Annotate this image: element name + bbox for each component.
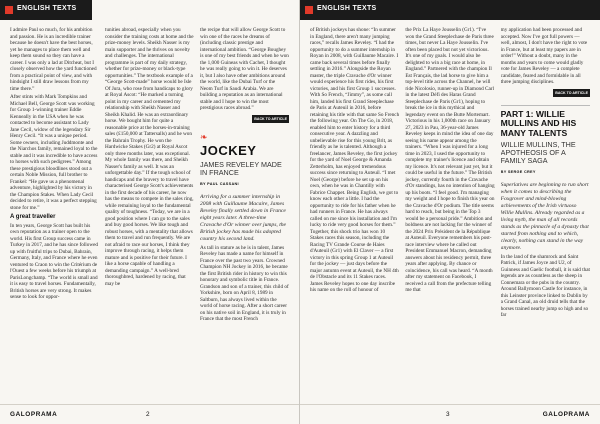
paragraph: the Prix La Haye Jousselin (Gr1). “I've won the Grand Steeplechase de Paris three times, but never La Haye Jousselin. I've often been placed but not yet victorious. It's one of my goals. I would also be delighted to win a big race at home, in England.” Partnered with the champion Il Est Français, the lad horse to give him a top-level title across the Channel, he will ride Nicolosio, runner-up in Diamond Carl in the latest Défi des Haras Grand Steeplechase de Paris (Gr1), hoping to break the ice in this mythical and legendary event on the Butte Mortemart. Victorious in his 1,000th race on January 27, 2023 in Pau, 36-year-old James Reveley keeps in mind the idea of one day seeing his name appear among the trainers. “When I was injured for a long time in 2023, I used the opportunity to complete my trainer's licence and obtain my licence. It's not relevant just yet, but it could be useful in the future.” The British jockey, currently fourth in the Cravache d'Or standings, has no intention of hanging up his boots. “I feel good. I'm managing my weight and I hope to finish this year on the Cravache d'Or podium. The title seems hard to reach, but being in the Top 3 would be a personal pride.” Ambition and boldness are not lacking for the winner of the 2024 Prix Président de la République at Auteuil. Everyone remembers his post-race interview where he called out President Emmanuel Macron, demanding answers about his residency permit, three years after applying. By chance or coincidence, his call was heard. “A month after my statement on Facebook, I received a call from the prefecture telling me that [405, 27, 495, 293]
paragraph: tunities abroad, especially when you consider the training costs at home and the prize-money levels. Sheikh Nasser is my main supporter and he thrives on novelty and challenges. The international programme is part of my daily strategy, whether for prize-money or black-type opportunities.” The textbook example of a “George Scott-made” horse would be Isle Of Jura, who rose from handicaps to glory at Royal Ascot: “He marked a turning point in my career and cemented my relationship with Sheikh Nasser and Sheikh Khalid. He was an extraordinary horse. We bought him for quite a reasonable price at the horses-in-training sales (£150,000 at Tattersalls) and he won the Bahrain Trophy. He won the Hardwicke Stakes (Gr2) at Royal Ascot only three months later, was exceptional. My whole family was there, and Sheikh Nasser's family as well. It was an unforgettable day.” If the tough school of handicaps and the bravery to travel have characterised George Scott's achievements in the first decade of his career, he now has the means to compete in the sales ring, while remaining loyal to the fundamental quality of toughness. “Today, we are in a good position where I can go to the sales and buy good horses. We like tough and robust horses, with a mentality that allows them to travel and run frequently. We are not afraid to race our horses, I think they improve through racing, it helps them mature and is positive for their future. I like a horse capable of handling a demanding campaign.” A well-bred thoroughbred, hardened by racing, that may be [105, 27, 194, 287]
right-page [300, 0, 600, 424]
column-3 [501, 27, 590, 399]
article-intro: Arriving for a summer internship in 2008 with Guillaume Macaire, James Reveley finally settled down in France eight years later. A three-time Cravache d'Or winner over jumps, the British jockey has made his adopted country his second land. [200, 193, 287, 242]
article-title: JOCKEY [200, 143, 257, 158]
page-number: 2 [146, 411, 150, 418]
article-title: PART 1: WILLIE MULLINS AND HIS MANY TALENTS [500, 109, 577, 138]
page-footer [300, 404, 600, 424]
paragraph: my application had been processed and accepted. Now I've got full powers — well, almost, I don't have the right to vote in France, but at least my papers are in order!” Without a doubt, many in the months and years to come would gladly vote for James Reveley — a complete candidate, feared and formidable in all three jumping disciplines. [500, 27, 588, 85]
back-to-article-link[interactable]: BACK TO ARTICLE [553, 89, 590, 98]
page-header [300, 0, 600, 20]
paragraph: After stints with Mark Tompkins and Michael Bell, George Scott was working for Group 1-winning trainer Eddie Kenneally in the USA when he was contacted to become assistant to Lady Jane Cecil, widow of the legendary Sir Henry Cecil. “It was a unique period. Some owners, including Juddmonte and the Niarchos family, remained loyal to the stable and it was incredible to have access to horses with such pedigrees.” Among these prestigious bloodlines stood out a certain Noble Mission, full brother to Frankel: “He gave us a phenomenal adventure, highlighted by his victory in the Champion Stakes. When Lady Cecil decided to retire, it was a perfect stepping stone for me.” [10, 94, 98, 211]
text-columns [310, 27, 590, 399]
page-header [0, 0, 300, 20]
text-columns [10, 27, 289, 399]
header-bar [300, 0, 600, 20]
article-intro: Superlatives are beginning to run short when it comes to describing the Foxgrover and mind-blowing achievements of the Irish virtuoso Willie Mullins. Already regarded as a living myth, the man of all records stands as the pinnacle of a dynasty that started from nothing and to which, clearly, nothing can stand in the way anymore. [500, 181, 589, 251]
ornament-icon: ❧ [200, 132, 208, 142]
byline: BY SERGE CREY [500, 170, 536, 175]
magazine-brand: GALOPRAMA [542, 411, 590, 418]
paragraph: of British jockeys has shone: “In summer in England, there aren't many jumping races,” recalls James Reveley. “I had the opportunity to do a summer internship in Royan in 2008, with Guillaume Macaire. I came back several times before finally settling in 2016.” Alongside the Royan master, the triple Cravache d'Or winner would experience his first rides, his first victories, and his first Group 1 successes. With So French, “Jimmy”, as some call him, landed his first Grand Steeplechase de Paris at Auteuil in 2016, before retaining his title with that same So French the following year. On The Go, in 2018, enabled him to enter history for a third consecutive year. A dazzling and unbelievable rise for this young Brit, as friendly as he is talented. Although a freelancer, James Reveley, the first jockey for the yard of Noel George & Amanda Zetterholm, has enjoyed tremendous success since returning to Auteuil. “I met Noel (George) before he set up on his own, when he was in Chantilly with Fabrice Chappet. Being English, we got to know each other a little. I had the opportunity to ride for his father when he had runners in France. He has always called on me since his installation and I'm lucky to ride very good horses for them.” Together, this shock trio has won 10 Stakes races this season, including the Racing TV Grande Course de Haies d'Auteuil (Gr1) with El Claver — a first victory in this spring Group 1 at Auteuil for the jockey — just days before the major autumn event at Auteuil, the NH 4th de l'Obstacle and its 11 Stakes races. James Reveley hopes to one day inscribe his name on the roll of honour of [310, 27, 400, 293]
page-footer [0, 404, 300, 424]
header-square-icon [305, 6, 313, 14]
column-2 [105, 27, 194, 399]
paragraph: I admire Paul so much, for his ambition and passion. He is an incredible trainer because he doesn't have the best horses, yet he manages to place them well and keep them sound so they can have a career. I was only a lad at Ditcheat, but I closely observed how the yard functioned from a practical point of view, and with hindsight I still draw lessons from my time there.” [10, 27, 97, 92]
section-label: ENGLISH TEXTS [317, 5, 377, 12]
byline: BY PAUL CASSANI [200, 182, 239, 186]
paragraph: As tall in stature as he is in talent, James Reveley has made a name for himself in France over the past two years. Crowned Champion NH Jockey in 2016, he became the first British rider in history to win this honorary and symbolic title in France. Grandson and son of a trainer, this child of Yorkshire, born on April 8, 1989 in Saltburn, has always lived within the world of horse racing. After a short career on his native soil in England, it is truly in France that the most French [200, 244, 289, 322]
column-2 [405, 27, 494, 399]
paragraph: the recipe that will allow George Scott to win one of the races he dreams of (including classic prestige and international ambition. “George Boughey is one of my best friends and when he won the 1,000 Guineas with Cachet, I thought he was really going to win it. He deserves it, but I also have other ambitions around the world, like the Dubai Turf or the Neom Turf in Saudi Arabia. We are building a reputation as an international stable and I hope to win the most prestigious races abroad.” [200, 27, 289, 111]
article-subtitle: WILLIE MULLINS, THE APOTHEOSIS OF A FAMILY SAGA [500, 140, 576, 166]
back-to-article-link[interactable]: BACK TO ARTICLE [252, 115, 289, 124]
paragraph: In the land of the shamrock and Saint Patrick, if James Joyce and U2, of Guinness and Gaelic football, it is said that legends are as countless as the sheep in Connemara or the pubs in the country. Around Ballymoon Castle for instance, in this Leinster province linked to Dublin by a Grand Canal, an old druid tells that the horses trained nearby jump so high and so far [500, 253, 590, 319]
article-subtitle: JAMES REVELEY MADE IN FRANCE [200, 160, 282, 177]
header-bar [0, 0, 92, 20]
section-label: ENGLISH TEXTS [17, 5, 77, 12]
column-1 [10, 27, 99, 399]
divider [501, 105, 590, 106]
paragraph: In ten years, George Scott has built his own reputation as a trainer open to the world. His first Group success came in Turkey in 2017, and he has since followed up with fruitful trips to Dubai, Bahrain, Germany, Italy, and France where he even ventured to Craon to win the Critérium de l'Ouest a few weeks before his triumph at ParisLongchamp. “The world is small and it is easy to travel horses. Fundamentally, British horses are very strong. It makes sense to look for oppor- [10, 222, 98, 300]
subheading: A great traveller [10, 214, 56, 220]
column-3 [200, 27, 289, 399]
magazine-brand: GALOPRAMA [10, 411, 58, 418]
page-number: 3 [446, 411, 450, 418]
column-1 [310, 27, 399, 399]
header-square-icon [5, 6, 13, 14]
